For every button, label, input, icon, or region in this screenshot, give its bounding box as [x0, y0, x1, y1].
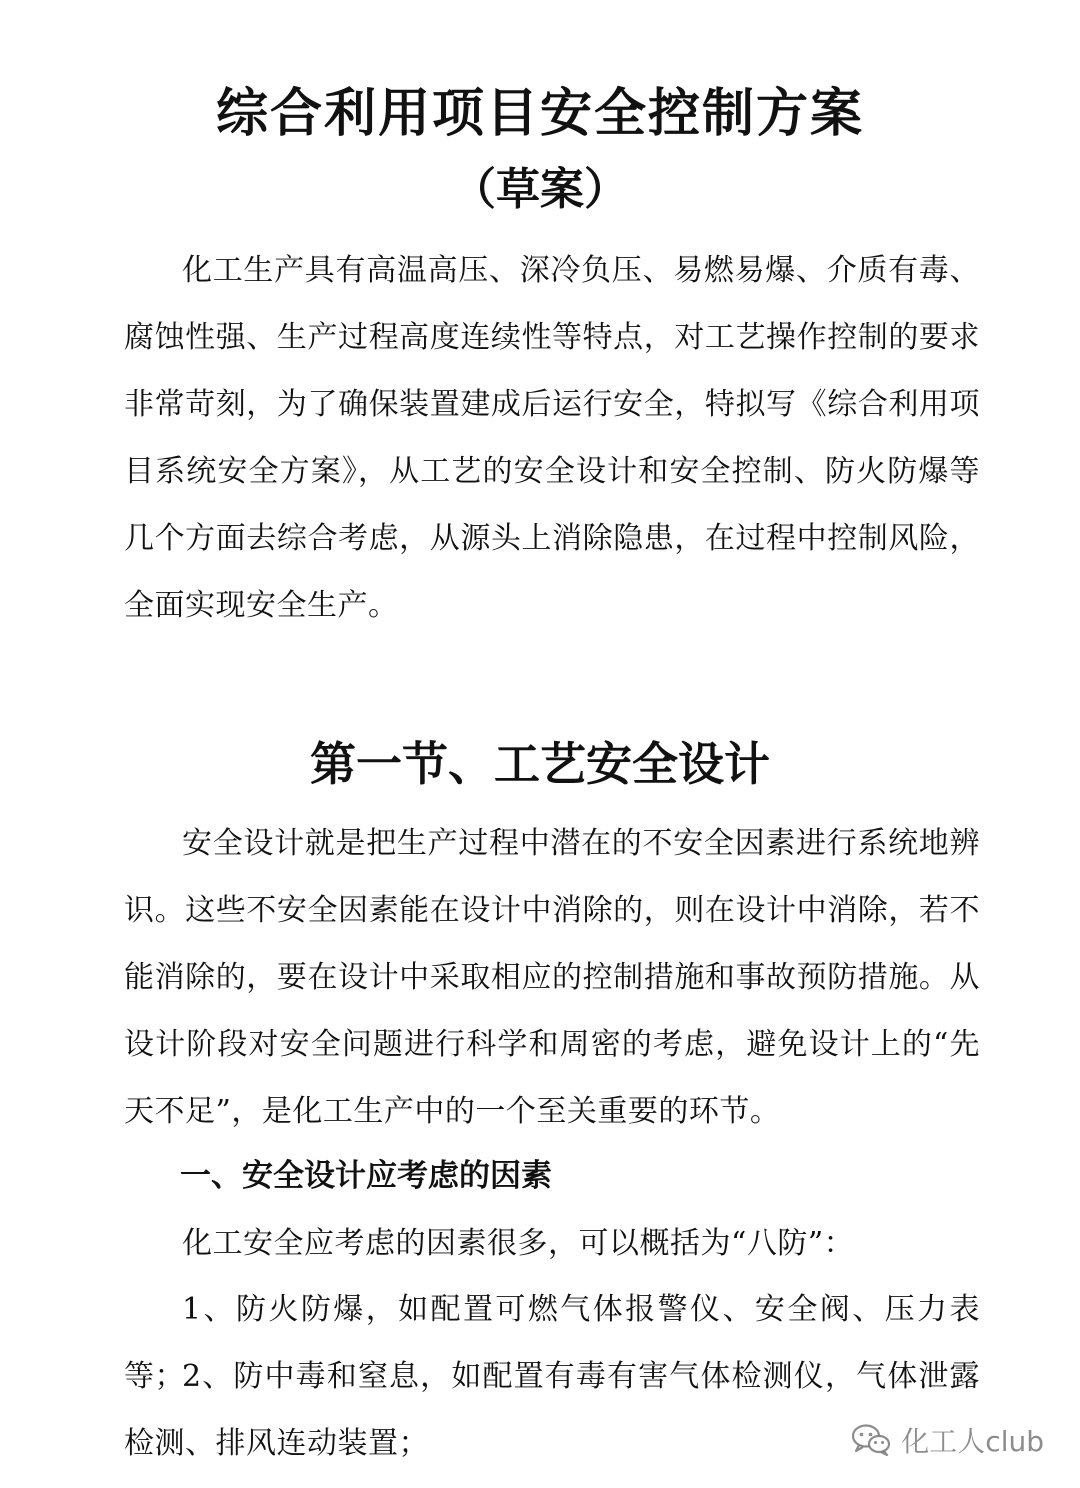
document-title: 综合利用项目安全控制方案	[215, 84, 864, 144]
intro-paragraph: 化工生产具有高温高压、深冷负压、易燃易爆、介质有毒、腐蚀性强、生产过程高度连续性等特点，对工艺操作控制的要求非常苛刻，为了确保装置建成后运行安全，特拟写《综合利用项目系统安全方案》，从工艺的安全设计和安全控制、防火防爆等几个方面去综合考虑，从源头上消除隐患，在过程中控制风险，全面实现安全生产。	[124, 253, 980, 623]
section-title: 第一节、工艺安全设计	[310, 737, 770, 791]
watermark	[851, 1420, 1044, 1460]
list-item: 2、防中毒和窒息，如配置有毒有害气体检测仪，气体泄露检测、排风连动装置；	[124, 1359, 980, 1461]
factors-paragraph: 化工安全应考虑的因素很多，可以概括为“八防”：	[182, 1226, 855, 1261]
list-item: 1、防火防爆，如配置可燃气体报警仪、安全阀、压力表等；	[124, 1292, 980, 1394]
watermark-text: 化工人club	[901, 1425, 1044, 1458]
section-paragraph: 安全设计就是把生产过程中潜在的不安全因素进行系统地辨识。这些不安全因素能在设计中消除的，则在设计中消除，若不能消除的，要在设计中采取相应的控制措施和事故预防措施。从设计阶段对安全问题进行科学和周密的考虑，避免设计上的“先天不足”，是化工生产中的一个至关重要的环节。	[124, 826, 980, 1129]
document-subtitle: （草案）	[452, 164, 628, 215]
wechat-icon	[851, 1423, 891, 1457]
sub-heading: 一、安全设计应考虑的因素	[180, 1158, 552, 1194]
